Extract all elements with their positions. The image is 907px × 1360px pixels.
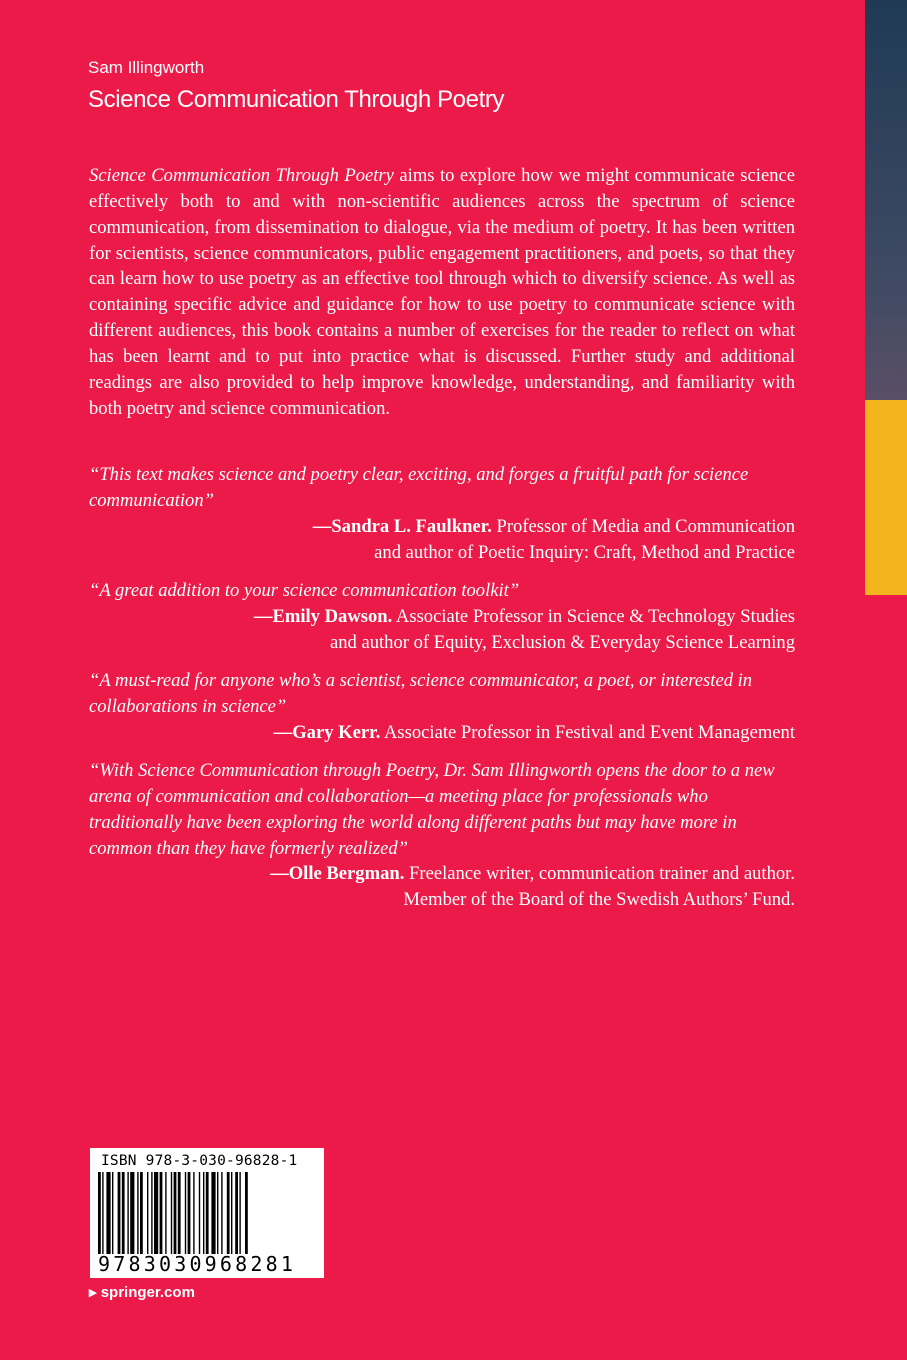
- isbn-barcode: [90, 1148, 324, 1278]
- barcode-bar: [174, 1172, 177, 1254]
- barcode-bar: [193, 1172, 194, 1254]
- barcode-bar: [235, 1172, 238, 1254]
- barcode-bar: [185, 1172, 186, 1254]
- barcode-bar: [122, 1172, 125, 1254]
- quote-role-continued: and author of Poetic Inquiry: Craft, Method and Practice: [374, 541, 795, 563]
- blurb-title-italic: Science Communication Through Poetry: [89, 165, 394, 186]
- quote-role: Freelance writer, communication trainer and author.: [404, 863, 795, 885]
- author-name: Sam Illingworth: [88, 58, 205, 77]
- barcode-bar: [165, 1172, 166, 1254]
- barcode-bar: [160, 1172, 163, 1254]
- quote-author: —Gary Kerr.: [273, 721, 381, 743]
- barcode-bar: [239, 1172, 240, 1254]
- barcode-bar: [118, 1172, 121, 1254]
- barcode-bar: [140, 1172, 143, 1254]
- quote-role-continued: and author of Equity, Exclusion & Everyday Science Learning: [329, 631, 795, 653]
- barcode-bar: [245, 1172, 248, 1254]
- publisher-label: springer.com: [100, 1284, 195, 1301]
- quote-attribution: [89, 720, 795, 746]
- barcode-bar: [147, 1172, 148, 1254]
- quote-bergman: [89, 758, 795, 913]
- isbn-digits: 9783030968281: [98, 1252, 297, 1276]
- quote-attribution: [89, 861, 795, 887]
- barcode-bar: [130, 1172, 134, 1254]
- quote-role: Professor of Media and Communication: [491, 515, 795, 537]
- quote-faulkner: [89, 462, 795, 565]
- barcode-bar: [151, 1172, 152, 1254]
- barcode-bar: [221, 1172, 222, 1254]
- book-title: Science Communication Through Poetry: [88, 86, 505, 113]
- barcode-bar: [127, 1172, 128, 1254]
- barcode-bar: [106, 1172, 110, 1254]
- barcode-bar: [98, 1172, 101, 1254]
- blurb-paragraph: [89, 163, 795, 421]
- quote-attribution: [89, 604, 795, 630]
- quote-author: —Emily Dawson.: [253, 605, 393, 627]
- barcode-bar: [211, 1172, 215, 1254]
- quote-text: “A great addition to your science communication toolkit”: [89, 580, 520, 601]
- barcode-bar: [217, 1172, 218, 1254]
- barcode-bar: [227, 1172, 230, 1254]
- quote-role-continued: Member of the Board of the Swedish Authors’ Fund.: [403, 889, 795, 911]
- isbn-label: ISBN 978-3-030-96828-1: [101, 1153, 298, 1169]
- quote-author: —Sandra L. Faulkner.: [312, 515, 492, 537]
- barcode-bar: [171, 1172, 172, 1254]
- quote-author: —Olle Bergman.: [270, 863, 405, 885]
- arrow-right-icon: ▸: [89, 1284, 97, 1301]
- barcode-bar: [154, 1172, 158, 1254]
- barcode-bar: [206, 1172, 209, 1254]
- quote-role: Associate Professor in Festival and Event Management: [380, 721, 795, 743]
- quote-role: Associate Professor in Science & Technology Studies: [392, 605, 795, 627]
- barcode-bar: [231, 1172, 232, 1254]
- quote-text: “This text makes science and poetry clear, exciting, and forges a fruitful path for science communication”: [89, 464, 749, 511]
- quote-text: “With Science Communication through Poetry, Dr. Sam Illingworth opens the door to a new arena of communication and collaboration—a meeting place for professionals who traditionally have been exploring the world along different paths but may have more in common than they have formerly realized”: [89, 760, 775, 859]
- spine-band-yellow: [865, 400, 907, 595]
- barcode-bar: [137, 1172, 138, 1254]
- quote-text: “A must-read for anyone who’s a scientist, science communicator, a poet, or interested in collaborations in science”: [89, 670, 753, 717]
- publisher-url[interactable]: [89, 1283, 195, 1301]
- spine-band-navy: [865, 0, 907, 400]
- barcode-bar: [188, 1172, 191, 1254]
- quote-attribution: [89, 514, 795, 540]
- quote-kerr: [89, 668, 795, 746]
- barcode-bar: [112, 1172, 113, 1254]
- barcode-bar: [199, 1172, 200, 1254]
- quote-dawson: [89, 578, 795, 656]
- blurb-body: aims to explore how we might communicate science effectively both to and with non-scientific audiences across the spectrum of science communication, from dissemination to dialogue, via the medium of poetry. It has been written for scientists, science communicators, public engagement practitioners, and poets, so that they can learn how to use poetry as an effective tool through which to diversify science. As well as containing specific advice and guidance for how to use poetry to communicate science with different audiences, this book contains a number of exercises for the reader to reflect on what has been learnt and to put into practice what is discussed. Further study and additional readings are also provided to help improve knowledge, understanding, and familiarity with both poetry and science communication.: [89, 165, 795, 419]
- barcode-bar: [203, 1172, 204, 1254]
- barcode-bar: [102, 1172, 103, 1254]
- barcode-bar: [178, 1172, 181, 1254]
- barcode-bars: [98, 1172, 316, 1254]
